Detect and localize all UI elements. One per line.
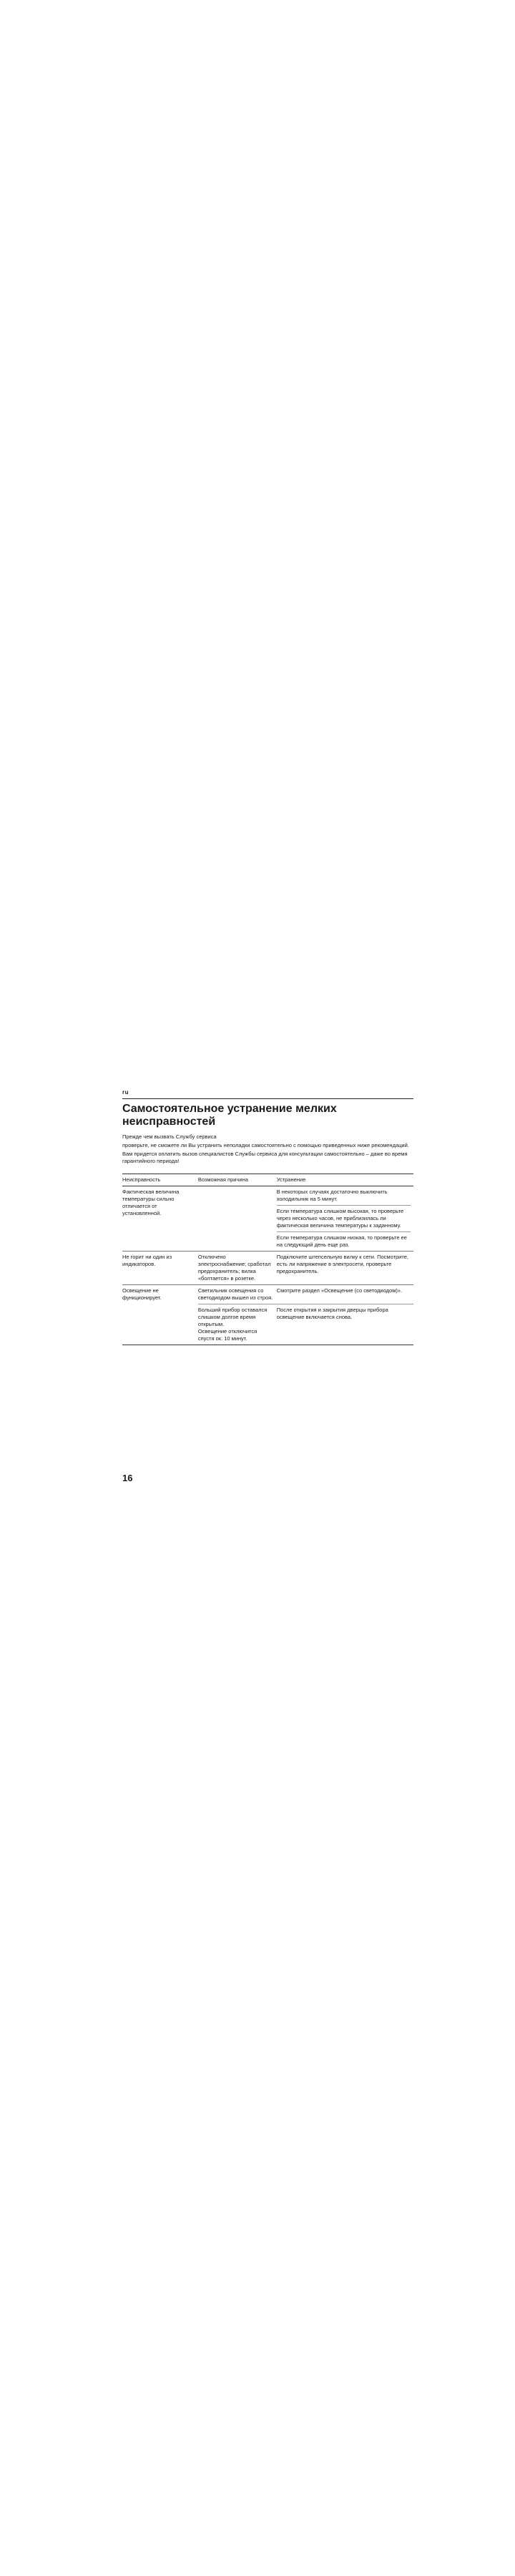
- cause-item: Освещение отключится спустя ок. 10 минут.: [197, 1328, 258, 1342]
- header-cause: Возможная причина: [198, 1174, 277, 1186]
- intro-text: [122, 1133, 413, 1165]
- page-number: 16: [122, 1473, 133, 1483]
- table-row: [122, 1252, 413, 1285]
- remedy-cell: [277, 1186, 413, 1252]
- troubleshooting-table: [122, 1174, 413, 1345]
- table-row: [122, 1285, 413, 1304]
- header-problem: Неисправность: [122, 1174, 198, 1186]
- remedy-cell: Подключите штепсельную вилку к сети. Посмотрите, есть ли напряжение в электросети, проверьте предохранитель.: [277, 1252, 413, 1285]
- remedy-cell: После открытия и закрытия дверцы прибора освещение включается снова.: [277, 1304, 413, 1345]
- cause-cell: [198, 1304, 277, 1345]
- header-remedy: Устранение: [277, 1174, 413, 1186]
- cause-cell: Отключено электроснабжение; сработал предохранитель; вилка «болтается» в розетке.: [198, 1252, 277, 1285]
- remedy-item: Если температура слишком высокая, то проверьте через несколько часов, не приблизилась ли фактическая величина температуры к заданному.: [277, 1205, 411, 1229]
- problem-cell: Фактическая величина температуры сильно отличается от установленной.: [122, 1186, 198, 1252]
- troubleshooting-section: [122, 1089, 413, 1345]
- remedy-item: Если температура слишком низкая, то проверьте ее на следующий день еще раз.: [277, 1231, 411, 1249]
- problem-cell: Освещение не функционирует.: [122, 1285, 198, 1345]
- cause-cell: Светильник освещения со светодиодом вышел из строя.: [198, 1285, 277, 1304]
- table-header-row: [122, 1174, 413, 1186]
- section-title: Самостоятельное устранение мелких неисправностей: [122, 1103, 337, 1128]
- intro-line-1: Прежде чем вызвать Службу сервиса: [122, 1133, 217, 1140]
- intro-line-2: проверьте, не сможете ли Вы устранить неполадки самостоятельно с помощью приведенных ниже рекомендаций.: [122, 1142, 409, 1148]
- problem-cell: Не горит ни один из индикаторов.: [122, 1252, 198, 1285]
- remedy-cell: Смотрите раздел «Освещение (со светодиодом)».: [277, 1285, 413, 1304]
- section-top-rule: [122, 1098, 413, 1099]
- remedy-item: В некоторых случаях достаточно выключить холодильник на 5 минут.: [276, 1189, 388, 1202]
- table-row: [122, 1186, 413, 1252]
- cause-item: Больший прибор оставался слишком долгое время открытым.: [197, 1307, 268, 1327]
- language-tag: ru: [122, 1089, 129, 1096]
- cause-cell: [198, 1186, 277, 1252]
- intro-line-3: Вам придется оплатить вызов специалистов Службы сервиса для консультации самостоятельно – даже во время гарантийного периода!: [122, 1151, 408, 1164]
